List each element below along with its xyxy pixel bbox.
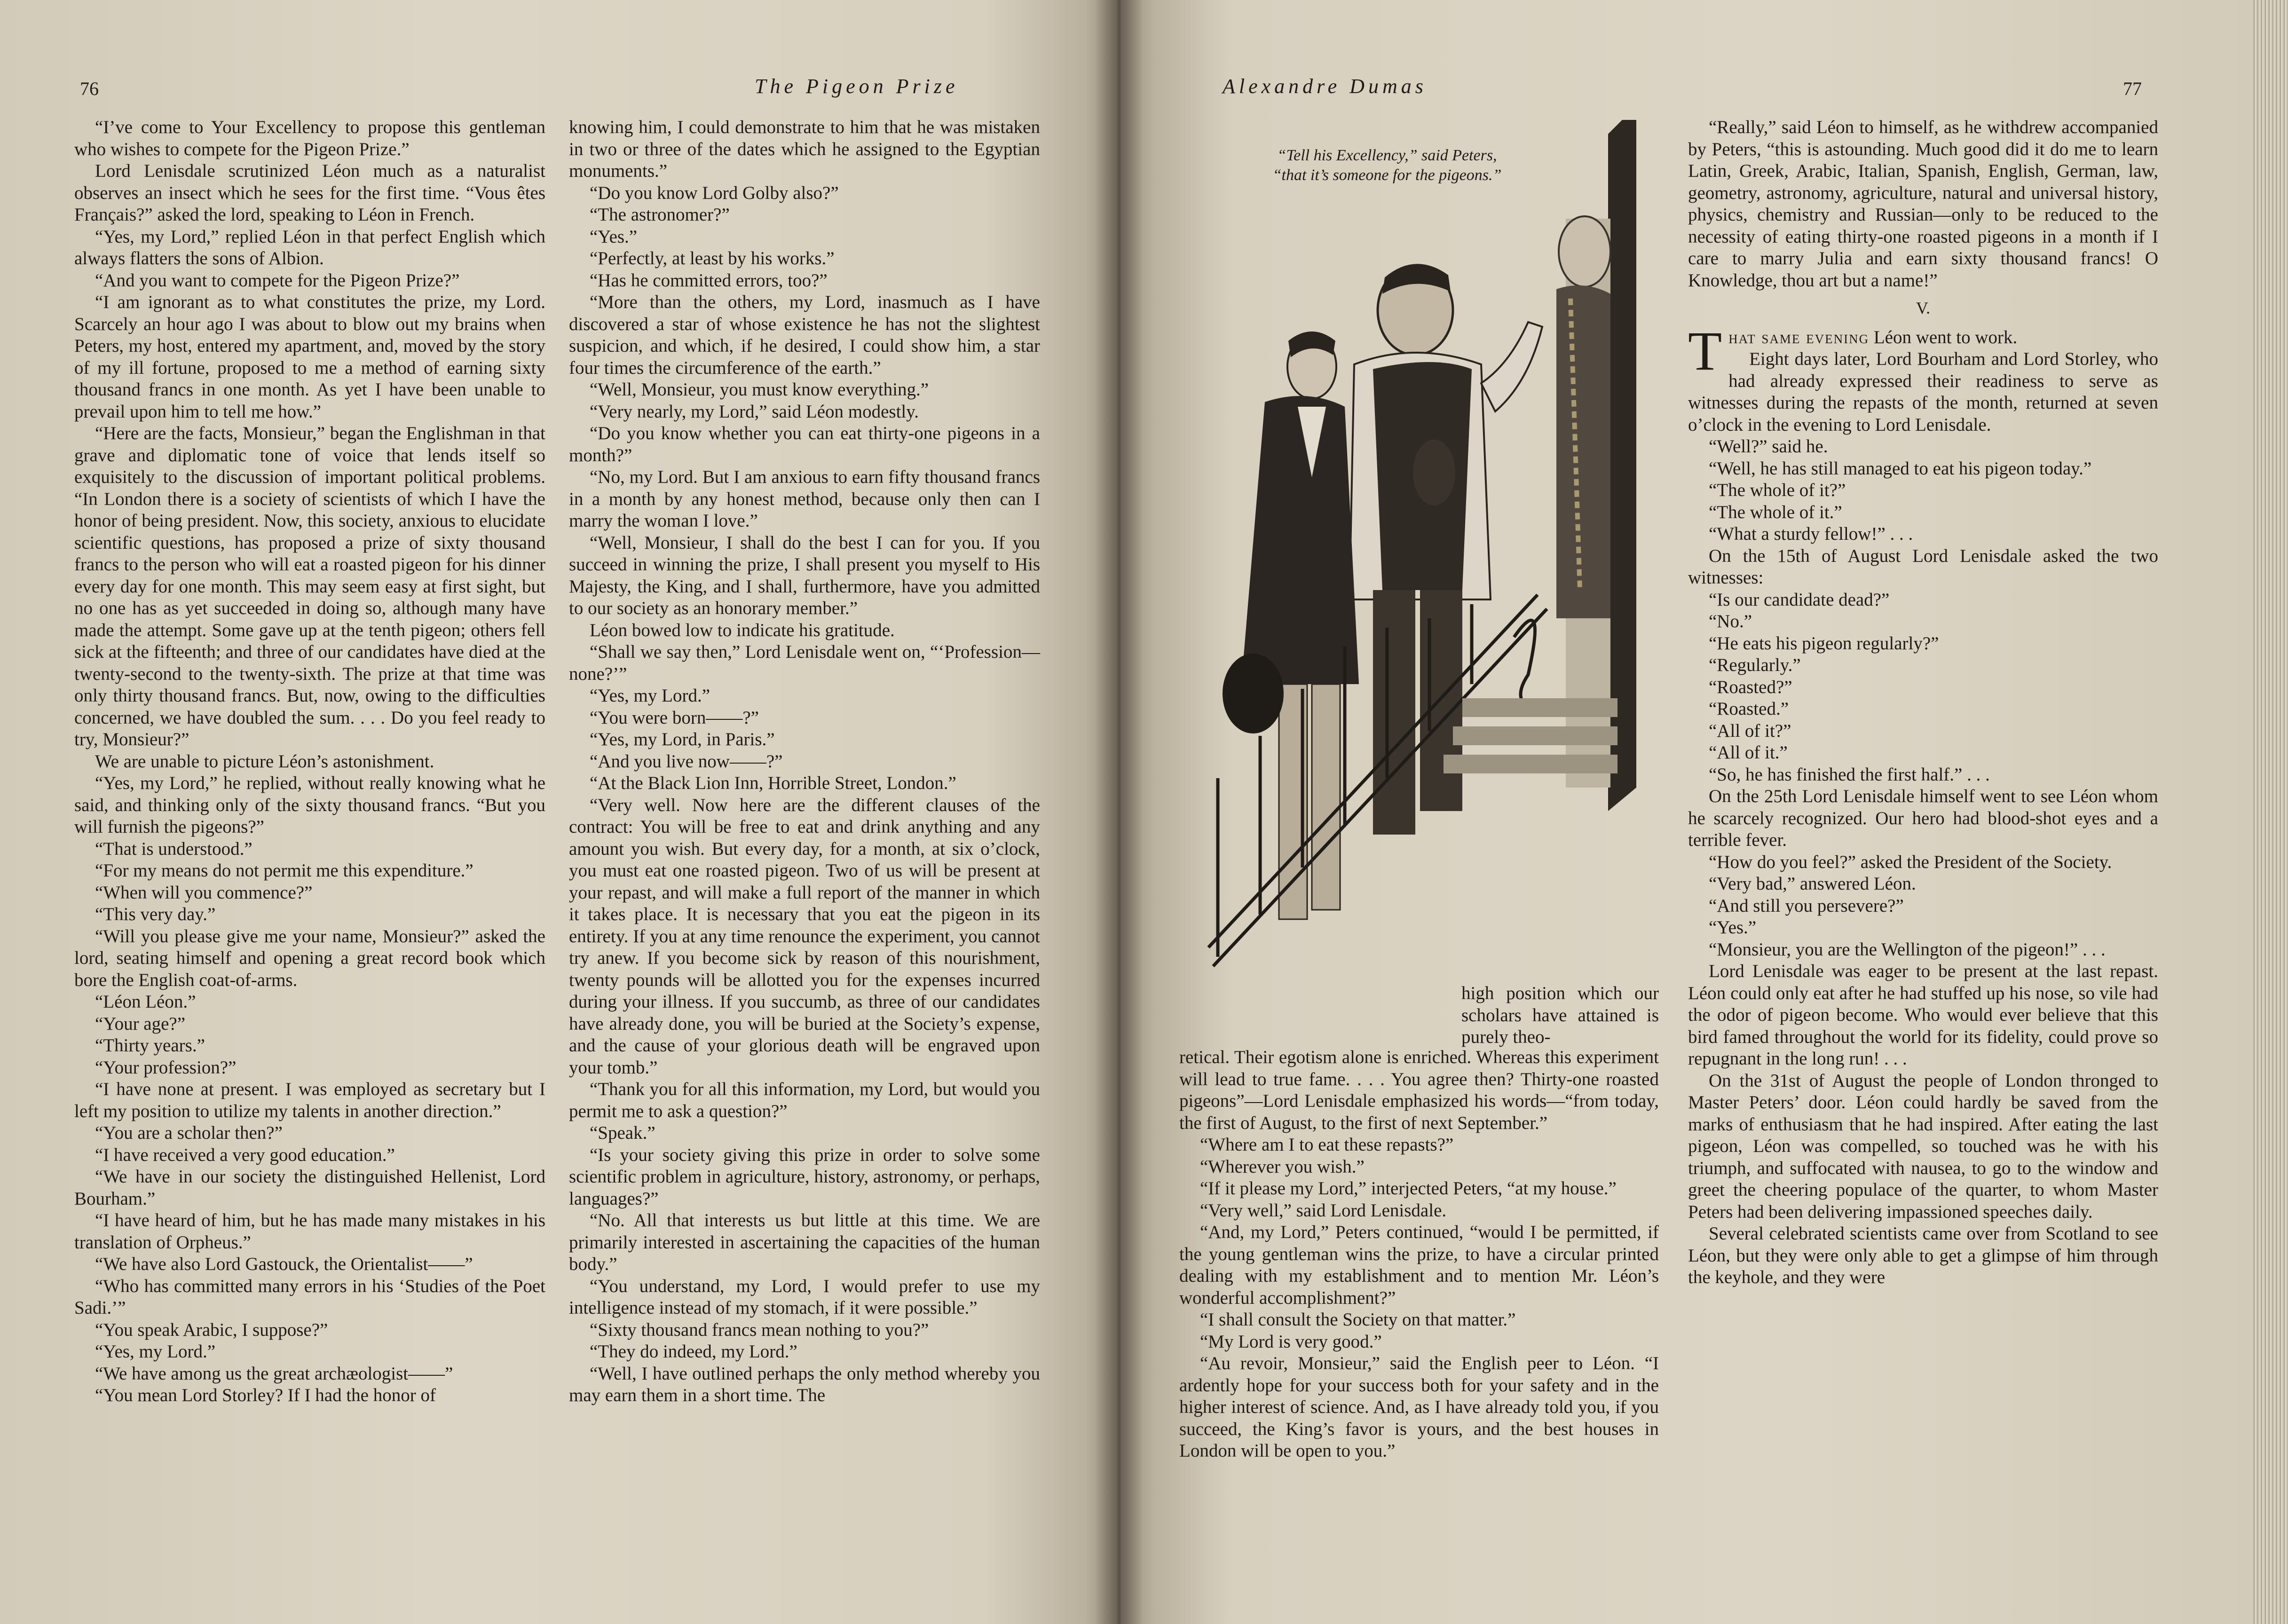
paragraph: “Yes.” [1709,917,1757,938]
paragraph: “Well?” said he. [1709,436,1828,457]
page-number-right: 77 [2123,78,2142,99]
paragraph: “Do you know whether you can eat thirty-one pigeons in a month?” [569,423,1040,465]
paragraph: “When will you commence?” [95,882,313,903]
paragraph: “Very nearly, my Lord,” said Léon modestly. [590,401,919,422]
paragraph: “You were born——?” [590,707,759,728]
paragraph: knowing him, I could demonstrate to him that he was mistaken in two or three of the dates which he assigned to the Egyptian monuments.” [569,117,1040,181]
paragraph: “I have received a very good education.” [95,1144,395,1165]
paragraph: Léon bowed low to indicate his gratitude. [590,620,895,640]
paragraph: “And you want to compete for the Pigeon Prize?” [95,270,460,291]
paragraph: “They do indeed, my Lord.” [590,1341,797,1362]
paragraph: “The whole of it.” [1709,502,1842,522]
paragraph: “You are a scholar then?” [95,1123,283,1143]
opening-rest: Léon went to work. [1869,327,2018,347]
illustration [1171,120,1674,978]
paragraph: “Well, I have outlined perhaps the only method whereby you may earn them in a short time. The [569,1363,1040,1405]
paragraph: Several celebrated scientists came over from Scotland to see Léon, but they were only able to get a glimpse of him through the keyhole, and they were [1688,1223,2158,1287]
paragraph: “Léon Léon.” [95,992,196,1012]
paragraph: “Yes, my Lord.” [590,686,710,706]
paragraph: “Where am I to eat these repasts?” [1200,1135,1454,1155]
left-column-2 [569,117,1040,1407]
paragraph: “I’ve come to Your Excellency to propose this gentleman who wishes to compete for the Pigeon Prize.” [74,117,545,159]
paragraph: “What a sturdy fellow!” . . . [1709,524,1913,544]
paragraph: “Will you please give me your name, Monsieur?” asked the lord, seating himself and opening a great record book which bore the English coat-of-arms. [74,926,545,990]
paragraph: “Very bad,” answered Léon. [1709,874,1916,894]
paragraph: “You understand, my Lord, I would prefer to use my intelligence instead of my stomach, if it were possible.” [569,1276,1040,1318]
paragraph: We are unable to picture Léon’s astonishment. [95,751,434,772]
section-number: V. [1916,299,1931,317]
paragraph: “He eats his pigeon regularly?” [1709,633,1939,654]
right-column-1 [1179,1047,1659,1462]
left-page [0,0,1119,1624]
paragraph: “Do you know Lord Golby also?” [590,182,839,203]
paragraph: “Here are the facts, Monsieur,” began the Englishman in that grave and diplomatic tone of voice that lends itself so exquisitely to the discussion of important political problems. “In London there is a society of scientists of which I have the honor of being president. Now, this society, anxious to elucidate scientific questions, has proposed a prize of sixty thousand francs to the person who will eat a roasted pigeon for his dinner every day for one month. This may seem easy at first sight, but no one has as yet succeeded in doing so, although many have made the attempt. Some gave up at the tenth pigeon; others fell sick at the fifteenth; and three of our candidates have died at the twenty-second to the twenty-sixth. The prize at that time was only thirty thousand francs. But, now, owing to the difficulties concerned, we have doubled the sum. . . . Do you feel ready to try, Monsieur?” [74,423,545,749]
paragraph: “I have none at present. I was employed as secretary but I left my position to utilize my talents in another direction.” [74,1079,545,1121]
caption-line-1: “Tell his Excellency,” said Peters, [1277,147,1497,164]
paragraph: “Wherever you wish.” [1200,1156,1365,1177]
paragraph: “Has he committed errors, too?” [590,270,828,291]
paragraph: “Monsieur, you are the Wellington of the pigeon!” . . . [1709,939,2106,960]
paragraph: “You mean Lord Storley? If I had the honor of [95,1385,436,1405]
paragraph: On the 31st of August the people of London thronged to Master Peters’ door. Léon could hardly be saved from the marks of enthusiasm that he had inspired. After eating the last pigeon, Léon was compelled, so touched was he with his triumph, and suffocated with nausea, to go to the window and greet the cheering populace of the quarter, to whom Master Peters had been delivering impassioned speeches daily. [1688,1070,2158,1222]
right-column-2 [1688,117,2158,1289]
paragraph: retical. Their egotism alone is enriched. Whereas this experiment will lead to true fame. . . . You agree then? Thirty-one roasted pigeons”—Lord Lenisdale emphasized his words—“from today, the first of August, to the first of next September.” [1179,1047,1659,1133]
paragraph: On the 25th Lord Lenisdale himself went to see Léon whom he scarcely recognized. Our hero had blood-shot eyes and a terrible fever. [1688,786,2158,850]
page-edges [2252,0,2288,1624]
paragraph: On the 15th of August Lord Lenisdale asked the two witnesses: [1688,545,2158,588]
paragraph: “My Lord is very good.” [1200,1331,1382,1352]
paragraph: “Is our candidate dead?” [1709,589,1890,610]
paragraph: “Thirty years.” [95,1035,205,1056]
paragraph: “Speak.” [590,1123,655,1143]
paragraph: “If it please my Lord,” interjected Peters, “at my house.” [1200,1178,1617,1198]
paragraph: “No, my Lord. But I am anxious to earn fifty thousand francs in a month by any honest method, because only then can I marry the woman I love.” [569,467,1040,531]
paragraph: “Your age?” [95,1013,186,1034]
paragraph: “Yes, my Lord.” [95,1341,216,1362]
paragraph: “More than the others, my Lord, inasmuch as I have discovered a star of whose existence he has not the slightest suspicion, and which, if he desired, I could show him, a star four times the circumference of the earth.” [569,292,1040,378]
paragraph: “All of it?” [1709,720,1791,741]
paragraph: “Sixty thousand francs mean nothing to you?” [590,1319,929,1340]
paragraph: “That is understood.” [95,838,252,859]
paragraph: Eight days later, Lord Bourham and Lord Storley, who had already expressed their readiness to serve as witnesses during the repasts of the month, returned at seven o’clock in the evening to Lord Lenisdale. [1688,349,2158,435]
paragraph: “The whole of it?” [1709,480,1846,500]
book-gutter [1096,0,1143,1624]
paragraph: “Well, he has still managed to eat his pigeon today.” [1709,458,2092,479]
paragraph: “No.” [1709,611,1752,631]
paragraph: “So, he has finished the first half.” . . . [1709,764,1990,785]
paragraph: “Really,” said Léon to himself, as he withdrew accompanied by Peters, “this is astounding. Much good did it do me to learn Latin, Greek, Arabic, Italian, Spanish, English, German, law, geometry, astronomy, agriculture, natural and universal history, physics, chemistry and Russian—only to be reduced to the necessity of eating thirty-one roasted pigeons in a month if I care to marry Julia and earn sixty thousand francs! O Knowledge, thou art but a name!” [1688,117,2158,291]
paragraph: “This very day.” [95,904,216,924]
paragraph: “For my means do not permit me this expenditure.” [95,860,473,881]
paragraph: “Yes, my Lord,” he replied, without really knowing what he said, and thinking only of the sixty thousand francs. “But you will furnish the pigeons?” [74,773,545,837]
peters-figure [1349,264,1542,835]
opening-smallcaps: hat same evening [1728,327,1870,347]
paragraph: “Yes, my Lord, in Paris.” [590,729,775,749]
paragraph: “How do you feel?” asked the President of the Society. [1709,851,2112,872]
paragraph: “Thank you for all this information, my Lord, but would you permit me to ask a question?” [569,1079,1040,1121]
paragraph: “And you live now——?” [590,751,783,772]
paragraph: “You speak Arabic, I suppose?” [95,1319,328,1340]
paragraph: “Your profession?” [95,1057,237,1078]
paragraph: “Au revoir, Monsieur,” said the English peer to Léon. “I ardently hope for your success both for your safety and in the higher interest of science. And, as I have already told you, if you succeed, the King’s favor is yours, and the best houses in London will be open to you.” [1179,1353,1659,1461]
paragraph: “Yes, my Lord,” replied Léon in that perfect English which always flatters the sons of Albion. [74,226,545,268]
paragraph: “Shall we say then,” Lord Lenisdale went on, “‘Profession—none?’” [569,642,1040,684]
paragraph: “Very well. Now here are the different clauses of the contract: You will be free to eat and drink anything and any amount you wish. But every day, for a month, at six o’clock, you must eat one roasted pigeon. Two of us will be present at your repast, and will make a full report of the manner in which it takes place. It is necessary that you eat the pigeon in its entirety. If you at any time renounce the experiment, you cannot try anew. If you become sick by reason of this nourishment, twenty pounds will be allotted you for the expenses incurred during your illness. If you succumb, as three of our candidates have already done, you will be buried at the Society’s expense, and the cause of your glorious death will be engraved upon your tomb.” [569,795,1040,1078]
paragraph: “Perfectly, at least by his works.” [590,248,835,268]
caption-line-2: “that it’s someone for the pigeons.” [1272,166,1502,184]
drop-cap: T [1688,320,1722,382]
paragraph: “Is your society giving this prize in order to solve some scientific problem in agriculture, history, astronomy, or perhaps, languages?” [569,1144,1040,1209]
stair-steps [1444,698,1617,773]
paragraph: “Well, Monsieur, I shall do the best I can for you. If you succeed in winning the prize, I shall present you myself to His Majesty, the King, and I shall, furthermore, have you admitted to our society as an honorary member.” [569,532,1040,618]
paragraph: “Regularly.” [1709,655,1801,675]
running-head-left: The Pigeon Prize [755,75,959,98]
text-beside-illustration: high position which our scholars have attained is purely theo- [1461,983,1659,1047]
paragraph: “I have heard of him, but he has made many mistakes in his translation of Orpheus.” [74,1210,545,1253]
paragraph: “We have among us the great archæologist——” [95,1363,453,1384]
paragraph: “I shall consult the Society on that matter.” [1200,1309,1516,1330]
paragraph: “And still you persevere?” [1709,895,1904,916]
paragraph: “Who has committed many errors in his ‘Studies of the Poet Sadi.’” [74,1276,545,1318]
paragraph: “We have also Lord Gastouck, the Orientalist——” [95,1254,473,1274]
paragraph: “And, my Lord,” Peters continued, “would I be permitted, if the young gentleman wins the prize, to have a circular printed dealing with my establishment and to mention Mr. Léon’s wonderful accomplishment?” [1179,1222,1659,1308]
paragraph: “Roasted.” [1709,699,1789,719]
paragraph: “The astronomer?” [590,205,730,225]
paragraph: “Very well,” said Lord Lenisdale. [1200,1200,1447,1221]
paragraph: Lord Lenisdale was eager to be present at the last repast. Léon could only eat after he had stuffed up his nose, so vile had the odor of pigeon become. Who would ever believe that this bird famed throughout the world for its fidelity, could prove so repugnant in the long run! . . . [1688,961,2158,1069]
paragraph: “Well, Monsieur, you must know everything.” [590,379,929,400]
illustration-caption [1223,146,1552,185]
paragraph: Lord Lenisdale scrutinized Léon much as a naturalist observes an insect which he sees for the first time. “Vous êtes Français?” asked the lord, speaking to Léon in French. [74,161,545,225]
paragraph: “We have in our society the distinguished Hellenist, Lord Bourham.” [74,1167,545,1209]
left-column-1 [74,117,545,1407]
page-number-left: 76 [80,78,99,99]
paragraph: “At the Black Lion Inn, Horrible Street, London.” [590,773,956,793]
paragraph: “No. All that interests us but little at this time. We are primarily interested in ascertaining the capacities of the human body.” [569,1210,1040,1274]
lord-figure [1556,216,1610,618]
running-head-right: Alexandre Dumas [1223,75,1427,98]
section-opening [1688,320,2158,382]
paragraph: “Yes.” [590,226,638,247]
paragraph: “I am ignorant as to what constitutes the prize, my Lord. Scarcely an hour ago I was about to blow out my brains when Peters, my host, entered my apartment, and, moved by the story of my ill fortune, proposed to me a method of earning sixty thousand francs in one month. As yet I have been unable to prevail upon him to tell me how.” [74,292,545,422]
paragraph: “All of it.” [1709,742,1788,763]
paragraph: “Roasted?” [1709,677,1792,697]
